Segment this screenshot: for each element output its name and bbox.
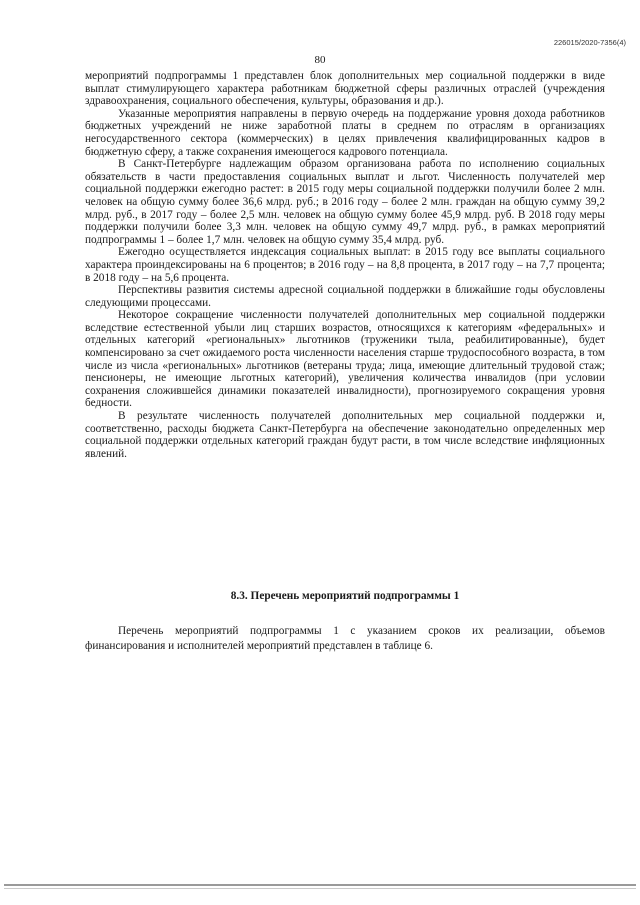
section-heading: 8.3. Перечень мероприятий подпрограммы 1 — [230, 590, 460, 602]
paragraph: Некоторое сокращение численности получателей дополнительных мер социальной поддержки вследствие естественной убыли лиц старших возрастов, относящихся к категориям «федеральных» и отдельных категорий «региональных» льготников (труженики тыла, реабилитированные), будет компенсировано за счет ожидаемого роста численности населения старше трудоспособного возраста, в том числе из числа «региональных» льготников (ветераны труда; лица, имеющие длительный трудовой стаж; пенсионеры, не имеющие льготных категорий), увеличения количества инвалидов (при условии сохранения сложившейся динамики показателей инвалидности), прогнозируемого сокращения уровня бедности. — [85, 309, 605, 410]
body-text — [85, 70, 605, 460]
paragraph: В Санкт-Петербурге надлежащим образом организована работа по исполнению социальных обязательств в части предоставления социальных выплат и льгот. Численность получателей мер социальной поддержки ежегодно растет: в 2015 году меры социальной поддержки получили более 2 млн. человек на общую сумму более 36,6 млрд. руб.; в 2016 году – более 2 млн. граждан на общую сумму 39,2 млрд. руб., в 2017 году – более 2,5 млн. человек на общую сумму более 45,9 млрд. руб. В 2018 году меры поддержки получили более 3,3 млн. человек на общую сумму 49,7 млрд. руб., в рамках мероприятий подпрограммы 1 – более 1,7 млн. человек на общую сумму 35,4 млрд. руб. — [85, 158, 605, 246]
paragraph: Перечень мероприятий подпрограммы 1 с указанием сроков их реализации, объемов финансирования и исполнителей мероприятий представлен в таблице 6. — [85, 625, 605, 652]
page-number: 80 — [314, 54, 326, 66]
paragraph: Перспективы развития системы адресной социальной поддержки в ближайшие годы обусловлены следующими процессами. — [85, 284, 605, 309]
section-text-block — [85, 624, 605, 653]
paragraph: В результате численность получателей дополнительных мер социальной поддержки и, соответственно, расходы бюджета Санкт-Петербурга на обеспечение законодательно определенных мер социальной поддержки отдельных категорий граждан будут расти, в том числе вследствие инфляционных явлений. — [85, 410, 605, 460]
paragraph: Указанные мероприятия направлены в первую очередь на поддержание уровня дохода работников бюджетных учреждений не ниже заработной платы в среднем по отраслям в организациях негосударственного сектора (коммерческих) в целях привлечения квалифицированных кадров в бюджетную сферу, а также сохранения имеющегося кадрового потенциала. — [85, 107, 605, 158]
document-id: 226015/2020-7356(4) — [553, 38, 626, 47]
scan-edge-line — [4, 884, 636, 886]
scan-edge-line — [4, 888, 636, 889]
paragraph: Ежегодно осуществляется индексация социальных выплат: в 2015 году все выплаты социального характера проиндексированы на 6 процентов; в 2016 году – на 8,8 процента, в 2017 году – на 7,7 процента; в 2018 году – на 5,6 процента. — [85, 246, 605, 284]
paragraph: мероприятий подпрограммы 1 представлен блок дополнительных мер социальной поддержки в виде выплат стимулирующего характера работникам бюджетной сферы различных отраслей (учреждения здравоохранения, социального обеспечения, культуры, образования и др.). — [85, 70, 605, 108]
